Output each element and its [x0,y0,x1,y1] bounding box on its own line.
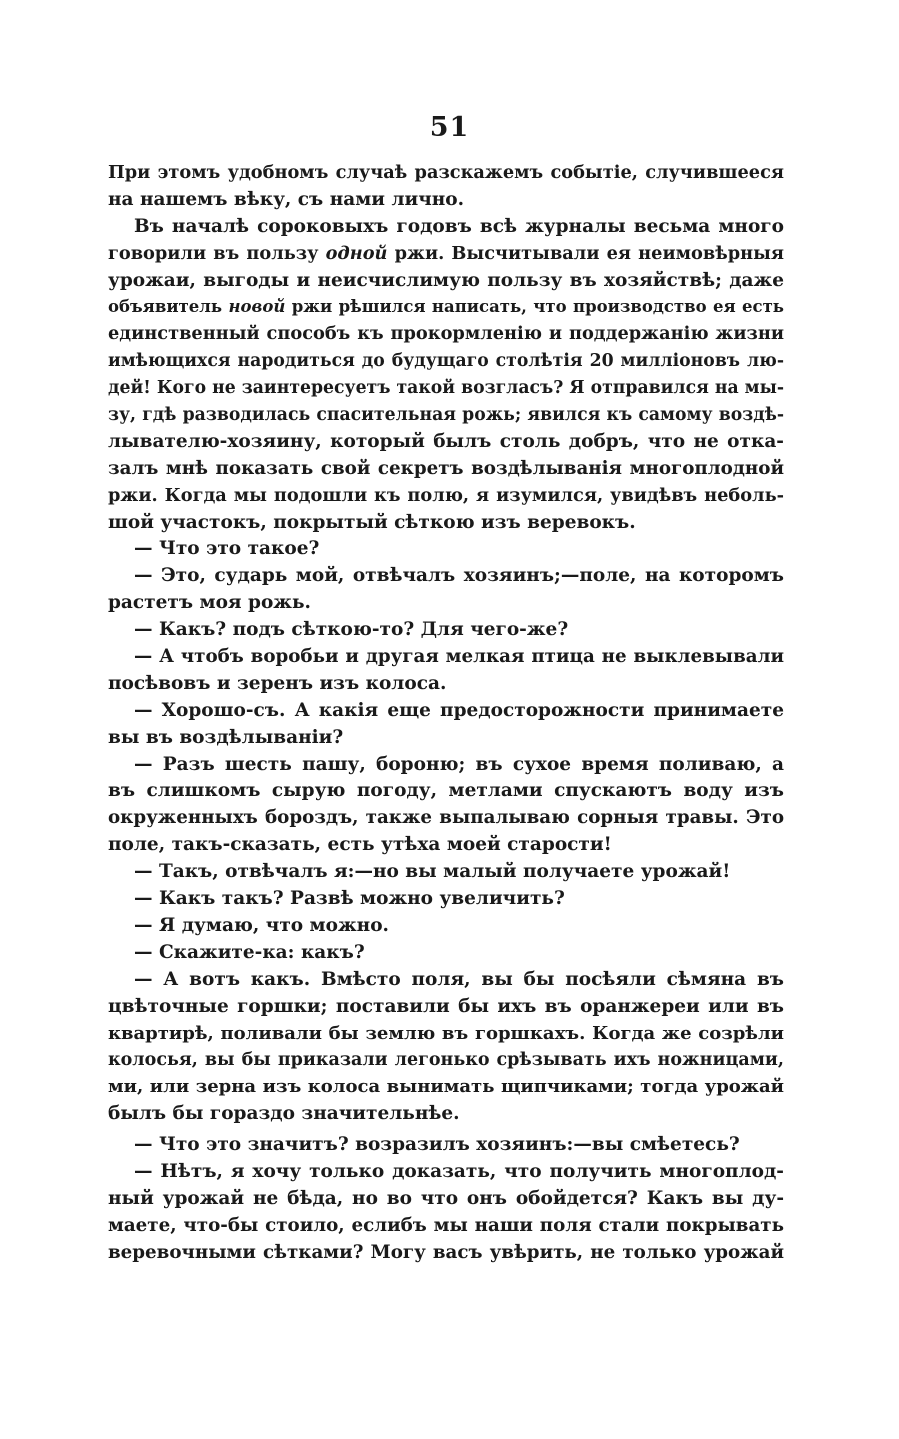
text-line: ми, или зерна изъ колоса вынимать щипчиками; тогда урожай [108,1076,784,1098]
text-line: — А чтобъ воробьи и другая мелкая птица не выклевывали [134,646,784,668]
text-line: — А вотъ какъ. Вмѣсто поля, вы бы посѣяли сѣмяна въ [134,968,784,990]
text-line: веревочными сѣтками? Могу васъ увѣрить, не только урожай [108,1241,784,1263]
text-line: — Нѣтъ, я хочу только доказать, что получить многоплод- [134,1160,784,1182]
text-line: имѣющихся народиться до будущаго столѣтія 20 милліоновъ лю- [108,351,784,372]
text-line: въ слишкомъ сырую погоду, метлами спускаютъ воду изъ [108,780,784,802]
text-span: говорили въ пользу [108,242,326,264]
text-line: — Что это значитъ? возразилъ хозяинъ:—вы смѣетесь? [134,1134,740,1156]
text-span: объявитель [108,297,229,317]
text-line: колосья, вы бы приказали легонько срѣзывать ихъ ножницами, [108,1050,784,1071]
text-line: — Скажите-ка: какъ? [134,941,365,963]
text-line: При этомъ удобномъ случаѣ разскажемъ событіе, случившееся [108,162,784,183]
text-span: ржи рѣшился написать, что производство ея есть [285,297,784,317]
text-line: залъ мнѣ показать свой секретъ воздѣлыванія многоплодной [108,457,784,479]
text-line: зу, гдѣ разводилась спасительная рожь; явился къ самому воздѣ- [108,405,784,426]
text-line: квартирѣ, поливали бы землю въ горшкахъ. Когда же созрѣли [108,1022,784,1044]
text-line: посѣвовъ и зеренъ изъ колоса. [108,672,447,694]
text-line: — Это, сударь мой, отвѣчалъ хозяинъ;—поле, на которомъ [134,565,784,587]
text-line: — Что это такое? [134,538,320,560]
text-line: на нашемъ вѣку, съ нами лично. [108,188,465,210]
text-line: цвѣточные горшки; поставили бы ихъ въ оранжереи или въ [108,995,784,1017]
text-line: — Какъ? подъ сѣткою-то? Для чего-же? [134,619,569,641]
text-line: единственный способъ къ прокормленію и поддержанію жизни [108,323,784,345]
text-line: Въ началѣ сороковыхъ годовъ всѣ журналы весьма много [134,215,784,237]
emphasis: новой [228,297,286,317]
body-text [108,160,784,1267]
text-line: вы въ воздѣлываніи? [108,726,344,748]
text-line: былъ бы гораздо значительнѣе. [108,1103,460,1125]
text-line: — Такъ, отвѣчалъ я:—но вы малый получаете урожай! [134,861,731,883]
text-line [108,294,784,321]
text-line: растетъ моя рожь. [108,592,311,614]
text-line: окруженныхъ бороздъ, также выпалываю сорныя травы. Это [108,807,784,829]
text-line: урожаи, выгоды и неисчислимую пользу въ хозяйствѣ; даже [108,269,784,291]
text-line: — Я думаю, что можно. [134,914,389,936]
text-line [108,241,784,268]
text-line: — Хорошо-съ. А какія еще предосторожности принимаете [134,699,784,721]
text-line: — Разъ шесть пашу, бороню; въ сухое время поливаю, а [134,753,784,775]
text-span: ржи. Высчитывали ея неимовѣрныя [387,242,784,264]
text-line: дей! Кого не заинтересуетъ такой возгласъ? Я отправился на мы- [108,378,784,399]
page-number: 51 [429,112,470,143]
text-line: поле, такъ-сказать, есть утѣха моей старости! [108,834,612,856]
text-line: маете, что-бы стоило, еслибъ мы наши поля стали покрывать [108,1214,784,1236]
text-line: лывателю-хозяину, который былъ столь добръ, что не отка- [108,430,784,452]
text-line: ржи. Когда мы подошли къ полю, я изумился, увидѣвъ неболь- [108,484,784,506]
text-line: — Какъ такъ? Развѣ можно увеличить? [134,888,565,910]
emphasis: одной [325,242,388,264]
text-line: ный урожай не бѣда, но во что онъ обойдется? Какъ вы ду- [108,1187,784,1209]
text-line: шой участокъ, покрытый сѣткою изъ веревокъ. [108,511,636,533]
